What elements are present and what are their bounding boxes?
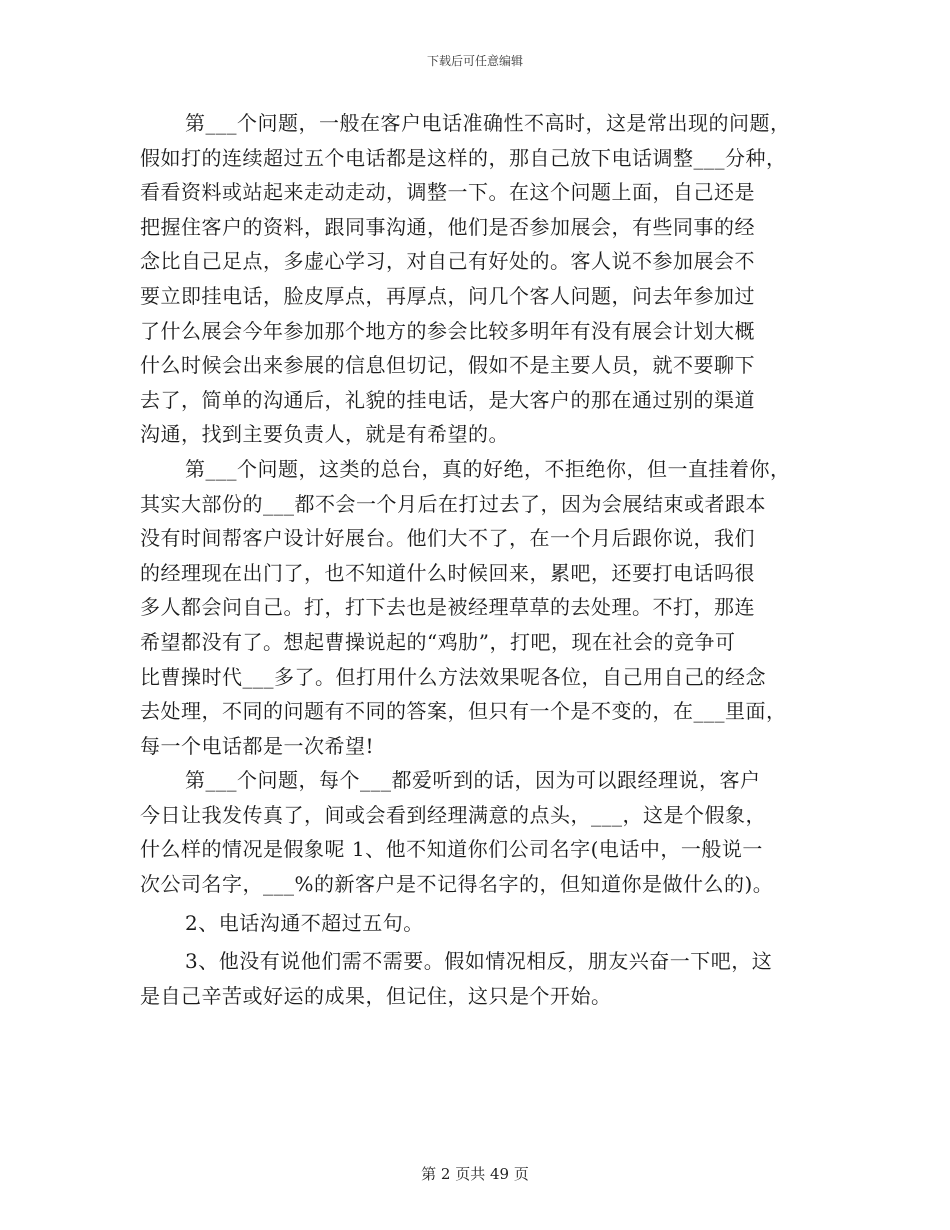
text-line: 的经理现在出门了，也不知道什么时候回来，累吧，还要打电话吗很 <box>140 560 755 585</box>
text-line: 是自己辛苦或好运的成果，但记住，这只是个开始。 <box>140 983 612 1008</box>
text-line: 什么时候会出来参展的信息但切记，假如不是主要人员，就不要聊下 <box>140 353 755 378</box>
text-line: 次公司名字，___%的新客户是不记得名字的，但知道你是做什么的)。 <box>140 872 774 897</box>
page-footer: 第 2 页共 49 页 <box>421 1165 529 1183</box>
document-body <box>140 106 820 1013</box>
text-line: 要立即挂电话，脸皮厚点，再厚点，问几个客人问题，问去年参加过 <box>140 283 755 308</box>
paragraph-1 <box>140 106 820 452</box>
text-line: 看看资料或站起来走动走动，调整一下。在这个问题上面，自己还是 <box>140 180 755 205</box>
paragraph-4 <box>140 906 820 941</box>
text-line: 第___个问题，每个___都爱听到的话，因为可以跟经理说，客户 <box>185 768 761 793</box>
text-line: 什么样的情况是假象呢 1、他不知道你们公司名字(电话中，一般说一 <box>140 837 763 862</box>
paragraph-2 <box>140 452 820 763</box>
text-line: 每一个电话都是一次希望! <box>140 733 375 758</box>
text-line: 念比自己足点，多虚心学习，对自己有好处的。客人说不参加展会不 <box>140 249 755 274</box>
text-line: 第___个问题，一般在客户电话准确性不高时，这是常出现的问题， <box>185 111 791 135</box>
text-line: 第___个问题，这类的总台，真的好绝，不拒绝你，但一直挂着你， <box>185 456 791 481</box>
text-line: 3、他没有说他们需不需要。假如情况相反，朋友兴奋一下吧，这 <box>185 949 773 974</box>
text-line: 了什么展会今年参加那个地方的参会比较多明年有没有展会计划大概 <box>140 318 755 343</box>
text-line: 多人都会问自己。打，打下去也是被经理草草的去处理。不打，那连 <box>140 595 755 620</box>
text-line: 今日让我发传真了，间或会看到经理满意的点头，___，这是个假象， <box>140 802 766 827</box>
text-line: 希望都没有了。想起曹操说起的“鸡肋”，打吧，现在社会的竞争可 <box>140 629 736 654</box>
paragraph-3 <box>140 763 820 901</box>
text-line: 其实大部份的___都不会一个月后在打过去了，因为会展结束或者跟本 <box>140 491 766 516</box>
text-line: 把握住客户的资料，跟同事沟通，他们是否参加展会，有些同事的经 <box>140 214 755 239</box>
text-line: 2、电话沟通不超过五句。 <box>185 910 424 935</box>
text-line: 比曹操时代___多了。但打用什么方法效果呢各位，自己用自己的经念 <box>140 664 766 689</box>
paragraph-5 <box>140 944 820 1013</box>
page-header: 下载后可任意编辑 <box>426 54 523 68</box>
text-line: 假如打的连续超过五个电话都是这样的，那自己放下电话调整___分种， <box>140 145 787 170</box>
text-line: 沟通，找到主要负责人，就是有希望的。 <box>140 422 509 447</box>
text-line: 去处理，不同的问题有不同的答案，但只有一个是不变的，在___里面， <box>140 699 787 724</box>
text-line: 没有时间帮客户设计好展台。他们大不了，在一个月后跟你说，我们 <box>140 526 755 551</box>
text-line: 去了，简单的沟通后，礼貌的挂电话，是大客户的那在通过别的渠道 <box>140 387 755 412</box>
